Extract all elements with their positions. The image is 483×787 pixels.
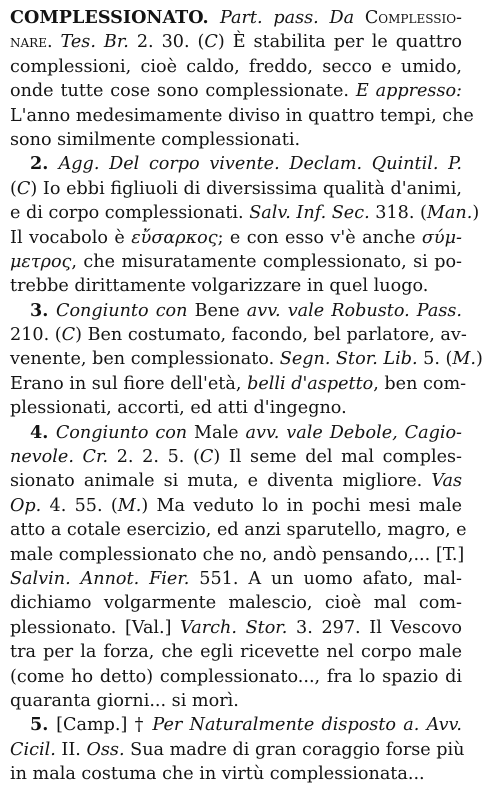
italic-text: C bbox=[61, 325, 76, 346]
text-line bbox=[10, 616, 462, 640]
text-run: 4. 55. ( bbox=[41, 495, 118, 516]
sense-number: 4. bbox=[30, 421, 56, 443]
text-line bbox=[10, 372, 467, 396]
italic-text: C bbox=[16, 178, 31, 199]
text-line bbox=[10, 201, 480, 225]
italic-text: Op. bbox=[10, 495, 42, 516]
text-run: Il vocabolo è bbox=[10, 227, 132, 248]
italic-text: M. bbox=[117, 495, 142, 516]
italic-text: nevole. Cr. bbox=[10, 447, 109, 468]
text-run: complessioni, cioè caldo, freddo, secco e umido, bbox=[10, 56, 462, 77]
text-run: venente, ben complessionato. bbox=[10, 349, 280, 370]
text-line bbox=[10, 347, 483, 371]
sense-number: 5. bbox=[30, 714, 57, 736]
sense-number: COMPLESSIONATO. bbox=[10, 7, 220, 28]
text-line bbox=[10, 469, 462, 493]
text-line bbox=[10, 6, 462, 30]
italic-text: Agg. Del corpo vivente. Declam. Quintil. P. bbox=[58, 154, 462, 175]
text-line bbox=[10, 226, 462, 250]
italic-text: E appresso: bbox=[355, 81, 462, 102]
text-run: ) bbox=[472, 203, 480, 224]
text-line bbox=[10, 55, 462, 79]
italic-text: Congiunto con bbox=[55, 422, 195, 443]
text-run: 318. ( bbox=[369, 203, 427, 224]
italic-text: Cicil. bbox=[10, 739, 56, 760]
text-run: male complessionato che no, andò pensando,... [T.] bbox=[10, 544, 465, 565]
italic-text: M. bbox=[452, 349, 477, 370]
text-run: plessionato. [Val.] bbox=[10, 617, 181, 638]
text-line bbox=[10, 445, 462, 469]
text-line bbox=[10, 543, 465, 567]
text-run: 5. ( bbox=[417, 349, 453, 370]
sense-number: 3. bbox=[30, 299, 56, 321]
text-line bbox=[10, 274, 462, 298]
text-line bbox=[10, 689, 462, 713]
italic-text: Part. pass. Da bbox=[219, 8, 365, 28]
text-run: Bene bbox=[194, 300, 247, 321]
text-run: sionato animale si muta, e diventa migliore. bbox=[10, 471, 432, 492]
text-line bbox=[10, 177, 462, 201]
text-run: 2. 30. ( bbox=[136, 32, 205, 53]
text-line bbox=[10, 518, 467, 542]
text-run: Sua madre di gran coraggio forse più bbox=[124, 739, 465, 760]
text-line bbox=[10, 30, 462, 54]
text-run: II. bbox=[55, 739, 87, 760]
text-run: sono similmente complessionati. bbox=[10, 129, 301, 150]
text-run: 3. 297. Il Vescovo bbox=[287, 617, 462, 638]
italic-text: Man. bbox=[426, 203, 473, 224]
italic-text: σύμ- bbox=[421, 227, 463, 248]
italic-text: Salv. Inf. Sec. bbox=[249, 203, 370, 224]
italic-text: Per Naturalmente disposto a. Avv. bbox=[152, 715, 462, 736]
text-run: ) Ma veduto lo in pochi mesi male bbox=[141, 495, 462, 516]
text-line bbox=[10, 762, 462, 786]
text-line bbox=[10, 713, 462, 737]
text-run: 2. 2. 5. ( bbox=[108, 447, 200, 468]
text-line bbox=[10, 421, 462, 445]
text-run: ) È stabilita per le quattro bbox=[217, 32, 463, 53]
text-run: trebbe dirittamente volgarizzare in quel luogo. bbox=[10, 276, 429, 297]
text-run: , ben com- bbox=[373, 373, 467, 394]
text-run: , che misuratamente complessionato, si po- bbox=[71, 251, 462, 272]
text-run: Erano in sul fiore dell'età, bbox=[10, 373, 248, 394]
text-run: tra per la forza, che egli ricevette nel corpo male bbox=[10, 642, 462, 663]
text-line bbox=[10, 591, 462, 615]
italic-text: εὔσαρκος bbox=[131, 227, 218, 248]
text-run: 551. A un uomo afato, mal- bbox=[189, 568, 462, 589]
text-run: plessionati, accorti, ed atti d'ingegno. bbox=[10, 398, 347, 419]
text-line bbox=[10, 79, 462, 103]
text-line bbox=[10, 494, 462, 518]
text-run: ) bbox=[476, 349, 483, 370]
italic-text: Tes. Br. bbox=[60, 32, 137, 53]
italic-text: C bbox=[204, 32, 218, 53]
italic-text: Segn. Stor. Lib. bbox=[279, 349, 418, 370]
text-run: quaranta giorni... si morì. bbox=[10, 690, 239, 711]
text-run: . bbox=[46, 32, 61, 53]
text-run: L'anno medesimamente diviso in quattro tempi, che bbox=[10, 105, 474, 126]
italic-text: Congiunto con bbox=[56, 300, 195, 321]
text-line bbox=[10, 640, 462, 664]
italic-text: belli d'aspetto bbox=[247, 373, 374, 394]
text-run: [Camp.] † bbox=[56, 715, 153, 736]
text-line bbox=[10, 250, 462, 274]
text-line bbox=[10, 299, 462, 323]
text-run: ) Ben costumato, facondo, bel parlatore, av- bbox=[75, 325, 467, 346]
text-run: Male bbox=[194, 422, 246, 443]
italic-text: μετρος bbox=[10, 251, 72, 272]
text-run: in mala costuma che in virtù complessionata... bbox=[10, 764, 425, 785]
text-run: e di corpo complessionati. bbox=[10, 203, 250, 224]
text-line bbox=[10, 665, 462, 689]
italic-text: Salvin. Annot. Fier. bbox=[10, 568, 190, 589]
italic-text: Oss. bbox=[86, 739, 125, 760]
italic-text: C bbox=[199, 447, 214, 468]
italic-text: Varch. Stor. bbox=[180, 617, 288, 638]
text-line bbox=[10, 128, 462, 152]
text-run: ) Io ebbi figliuoli di diversissima qualità d'animi, bbox=[30, 178, 462, 199]
italic-text: avv. vale Robusto. Pass. bbox=[246, 300, 462, 321]
text-run: nare bbox=[10, 32, 47, 53]
text-run: atto a cotale esercizio, ed anzi sparutello, magro, e bbox=[10, 520, 467, 541]
text-line bbox=[10, 567, 462, 591]
text-run: dichiamo volgarmente malescio, cioè mal com- bbox=[10, 593, 462, 614]
text-run: Complessio- bbox=[364, 8, 462, 28]
text-run: ; e con esso v'è anche bbox=[217, 227, 422, 248]
text-line bbox=[10, 104, 474, 128]
text-run: ) Il seme del mal comples- bbox=[213, 447, 462, 468]
italic-text: Vas bbox=[431, 471, 462, 492]
text-run: 210. ( bbox=[10, 325, 62, 346]
text-line bbox=[10, 152, 462, 176]
sense-number: 2. bbox=[30, 153, 59, 175]
dictionary-entry bbox=[10, 6, 483, 787]
text-line bbox=[10, 738, 465, 762]
text-run: onde tutte cose sono complessionate. bbox=[10, 81, 356, 102]
text-run: (come ho detto) complessionato..., fra lo spazio di bbox=[10, 666, 462, 687]
italic-text: avv. vale Debole, Cagio- bbox=[245, 422, 462, 443]
text-line bbox=[10, 323, 467, 347]
text-line bbox=[10, 396, 462, 420]
text-run: ( bbox=[10, 178, 17, 199]
